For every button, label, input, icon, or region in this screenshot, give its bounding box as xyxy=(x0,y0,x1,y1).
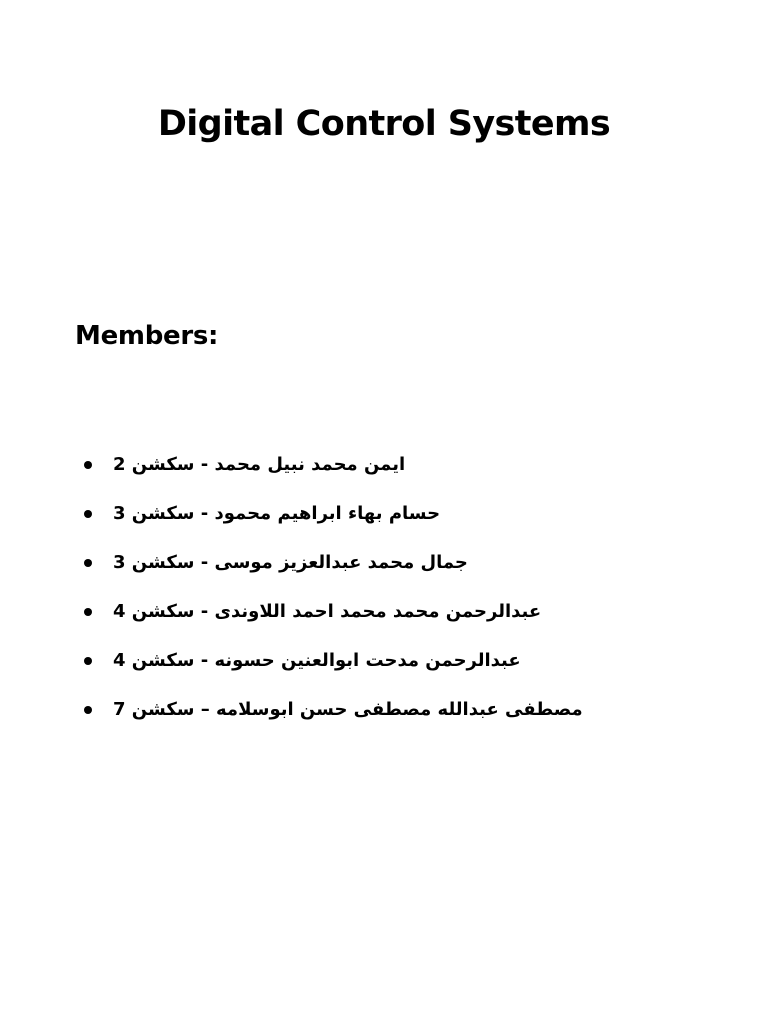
list-item xyxy=(84,636,704,685)
member-name: ايمن محمد نبيل محمد - سكشن 2 xyxy=(113,453,406,475)
bullet-icon xyxy=(84,706,92,714)
members-list xyxy=(84,440,704,734)
bullet-icon xyxy=(84,657,92,665)
bullet-icon xyxy=(84,510,92,518)
member-name: جمال محمد عبدالعزيز موسى - سكشن 3 xyxy=(113,551,468,573)
list-item xyxy=(84,587,704,636)
member-name: عبدالرحمن محمد محمد احمد اللاوندى - سكشن 4 xyxy=(113,600,542,622)
members-heading: Members: xyxy=(75,321,219,351)
member-name: عبدالرحمن مدحت ابوالعنين حسونه - سكشن 4 xyxy=(113,649,521,671)
member-name: حسام بهاء ابراهيم محمود - سكشن 3 xyxy=(113,502,441,524)
member-name: مصطفى عبدالله مصطفى حسن ابوسلامه – سكشن 7 xyxy=(113,698,583,720)
list-item xyxy=(84,685,704,734)
bullet-icon xyxy=(84,559,92,567)
list-item xyxy=(84,538,704,587)
list-item xyxy=(84,440,704,489)
list-item xyxy=(84,489,704,538)
bullet-icon xyxy=(84,461,92,469)
page-title: Digital Control Systems xyxy=(157,104,611,144)
bullet-icon xyxy=(84,608,92,616)
